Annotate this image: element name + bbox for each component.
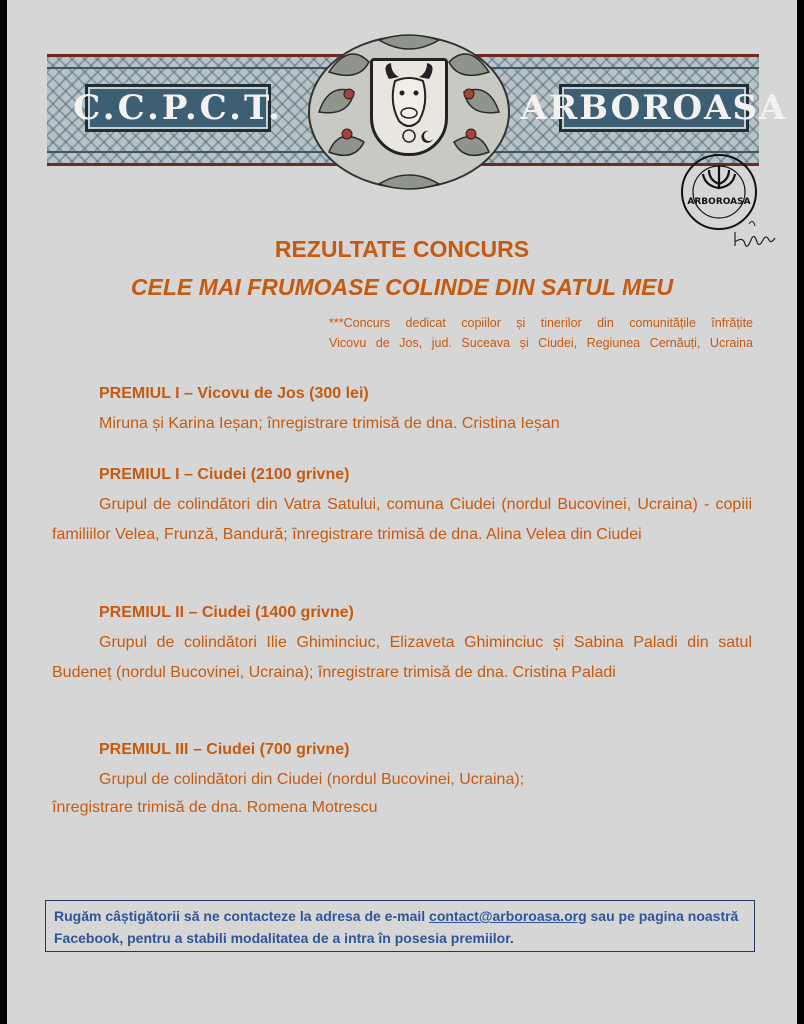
prize-title: PREMIUL I – Vicovu de Jos (300 lei) — [99, 385, 369, 402]
aurochs-head-icon — [373, 61, 445, 153]
prize-entry — [52, 600, 752, 688]
arboroasa-plate: ARBOROASA — [559, 84, 749, 132]
prize-entry — [52, 462, 752, 550]
prize-description-continued: înregistrare trimisă de dna. Romena Motrescu — [52, 799, 378, 816]
contact-notice — [45, 900, 755, 952]
contact-text-start: Rugăm câștigătorii să ne contacteze la adresa de e-mail — [54, 908, 430, 924]
header-banner — [47, 32, 788, 192]
coat-of-arms-shield — [370, 58, 448, 156]
prize-title: PREMIUL I – Ciudei (2100 grivne) — [99, 466, 350, 483]
contest-subtitle: CELE MAI FRUMOASE COLINDE DIN SATUL MEU — [130, 274, 674, 300]
prize-entry — [52, 381, 752, 439]
page-title: REZULTATE CONCURS — [274, 236, 530, 262]
prize-description: Grupul de colindători Ilie Ghiminciuc, Elizaveta Ghiminciuc și Sabina Paladi din satul Budeneț (nordul Bucovinei, Ucraina); înregistrare trimisă de dna. Cristina Paladi — [52, 634, 752, 681]
stamp-name: ARBOROASA — [687, 197, 751, 207]
prize-entry — [52, 737, 752, 823]
contest-note — [329, 313, 753, 353]
prize-description: Grupul de colindători din Ciudei (nordul Bucovinei, Ucraina); — [99, 771, 525, 788]
prize-description: Grupul de colindători din Vatra Satului, comuna Ciudei (nordul Bucovinei, Ucraina) - copiii familiilor Velea, Frunză, Bandură; înregistrare trimisă de dna. Alina Velea din Ciudei — [52, 496, 752, 543]
contact-text-end: sau pe pagina noastră Facebook, pentru a stabili modalitatea de a intra în posesia premiilor. — [54, 908, 739, 946]
note-line: Vicovu de Jos, jud. Suceava și Ciudei, Regiunea Cernăuți, Ucraina — [329, 336, 753, 350]
prize-description: Miruna și Karina Ieșan; înregistrare trimisă de dna. Cristina Ieșan — [99, 415, 560, 432]
prize-title: PREMIUL II – Ciudei (1400 grivne) — [99, 604, 354, 621]
document-page — [7, 0, 797, 1024]
prize-title: PREMIUL III – Ciudei (700 grivne) — [99, 741, 350, 758]
contact-email-link[interactable]: contact@arboroasa.org — [429, 908, 587, 924]
ccpct-plate: C.C.P.C.T. — [85, 84, 271, 132]
note-line: ***Concurs dedicat copiilor și tinerilor din comunitățile înfrățite — [329, 316, 753, 330]
